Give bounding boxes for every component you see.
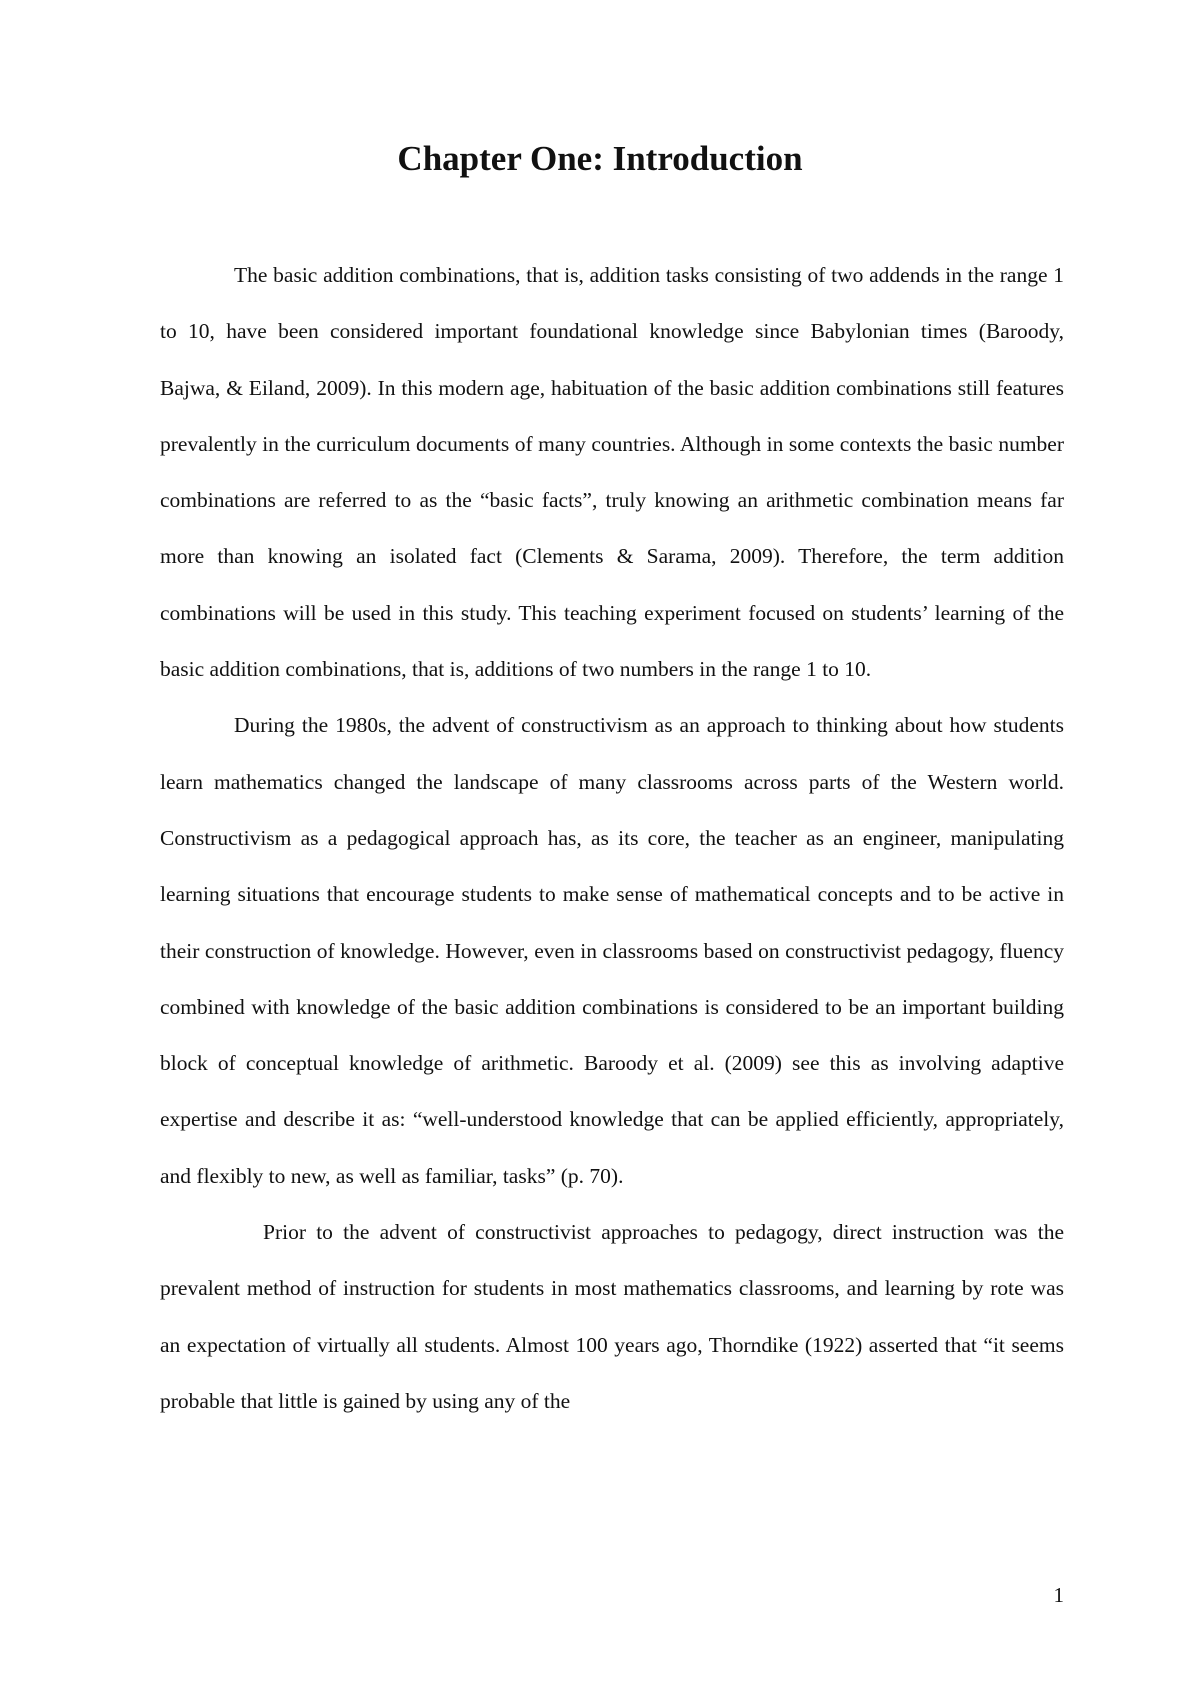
chapter-title: Chapter One: Introduction xyxy=(397,139,803,178)
body-text xyxy=(160,247,1064,1429)
page-number: 1 xyxy=(1053,1583,1064,1607)
paragraph-basic-addition: The basic addition combinations, that is, addition tasks consisting of two addends in the range 1 to 10, have been considered important foundational knowledge since Babylonian times (Baroody, Bajwa, & Eiland, 2009). In this modern age, habituation of the basic addition combinations still features prevalently in the curriculum documents of many countries. Although in some contexts the basic number combinations are referred to as the “basic facts”, truly knowing an arithmetic combination means far more than knowing an isolated fact (Clements & Sarama, 2009). Therefore, the term addition combinations will be used in this study. This teaching experiment focused on students’ learning of the basic addition combinations, that is, additions of two numbers in the range 1 to 10. xyxy=(160,263,1064,682)
paragraph-direct-instruction: Prior to the advent of constructivist approaches to pedagogy, direct instruction was the prevalent method of instruction for students in most mathematics classrooms, and learning by rote was an expectation of virtually all students. Almost 100 years ago, Thorndike (1922) asserted that “it seems probable that little is gained by using any of the xyxy=(160,1220,1064,1413)
paragraph-constructivism: During the 1980s, the advent of constructivism as an approach to thinking about how students learn mathematics changed the landscape of many classrooms across parts of the Western world. Constructivism as a pedagogical approach has, as its core, the teacher as an engineer, manipulating learning situations that encourage students to make sense of mathematical concepts and to be active in their construction of knowledge. However, even in classrooms based on constructivist pedagogy, fluency combined with knowledge of the basic addition combinations is considered to be an important building block of conceptual knowledge of arithmetic. Baroody et al. (2009) see this as involving adaptive expertise and describe it as: “well-understood knowledge that can be applied efficiently, appropriately, and flexibly to new, as well as familiar, tasks” (p. 70). xyxy=(160,713,1064,1188)
